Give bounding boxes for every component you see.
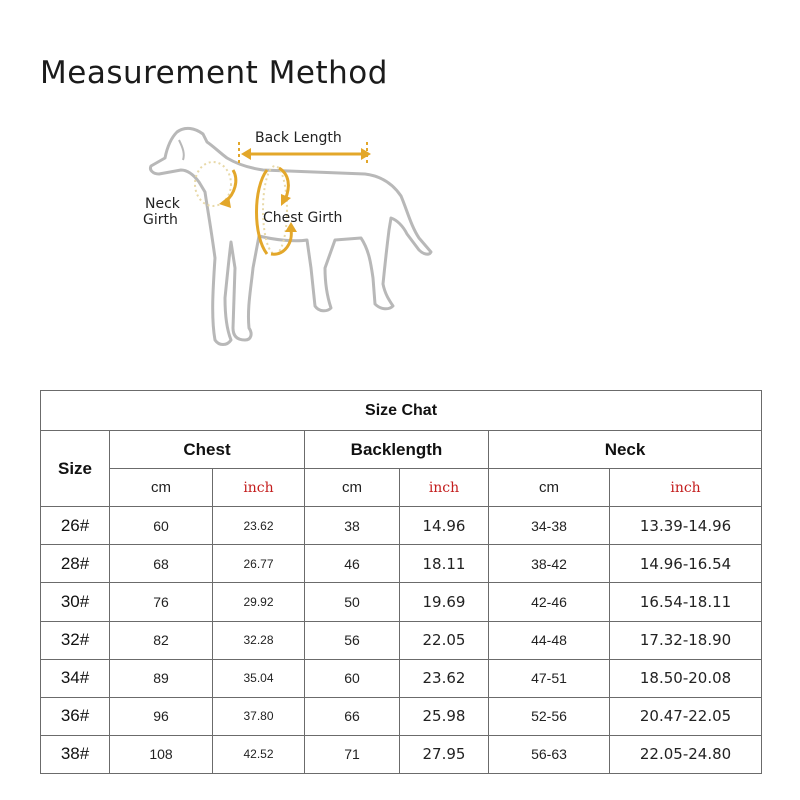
neck-inch-cell: 16.54-18.11 [610, 583, 762, 621]
dog-measurement-diagram [135, 118, 445, 358]
neck-girth-label-line2: Girth [143, 212, 178, 228]
neck-inch-cell: 14.96-16.54 [610, 545, 762, 583]
table-row [41, 621, 762, 659]
size-cell: 26# [41, 507, 110, 545]
backlength-inch-cell: 23.62 [400, 659, 489, 697]
neck-cm-cell: 34-38 [489, 507, 610, 545]
chest-inch-cell: 29.92 [213, 583, 305, 621]
size-cell: 30# [41, 583, 110, 621]
table-header-row [41, 431, 762, 469]
table-row [41, 735, 762, 773]
backlength-inch-cell: 19.69 [400, 583, 489, 621]
unit-neck-inch: inch [610, 469, 762, 507]
table-row [41, 583, 762, 621]
chest-inch-cell: 23.62 [213, 507, 305, 545]
backlength-cm-cell: 66 [305, 697, 400, 735]
backlength-cm-cell: 56 [305, 621, 400, 659]
chest-girth-label: Chest Girth [263, 210, 343, 226]
size-cell: 28# [41, 545, 110, 583]
size-cell: 34# [41, 659, 110, 697]
header-neck: Neck [489, 431, 762, 469]
unit-chest-inch: inch [213, 469, 305, 507]
size-cell: 32# [41, 621, 110, 659]
chest-cm-cell: 96 [110, 697, 213, 735]
chest-inch-cell: 26.77 [213, 545, 305, 583]
backlength-cm-cell: 38 [305, 507, 400, 545]
chest-inch-cell: 42.52 [213, 735, 305, 773]
back-length-label: Back Length [255, 130, 342, 146]
backlength-inch-cell: 18.11 [400, 545, 489, 583]
backlength-cm-cell: 71 [305, 735, 400, 773]
neck-cm-cell: 52-56 [489, 697, 610, 735]
backlength-inch-cell: 22.05 [400, 621, 489, 659]
header-size: Size [41, 431, 110, 507]
neck-cm-cell: 44-48 [489, 621, 610, 659]
chest-inch-cell: 37.80 [213, 697, 305, 735]
backlength-cm-cell: 46 [305, 545, 400, 583]
chest-cm-cell: 76 [110, 583, 213, 621]
chest-inch-cell: 32.28 [213, 621, 305, 659]
backlength-inch-cell: 27.95 [400, 735, 489, 773]
chest-cm-cell: 60 [110, 507, 213, 545]
unit-backlength-cm: cm [305, 469, 400, 507]
chest-cm-cell: 108 [110, 735, 213, 773]
unit-neck-cm: cm [489, 469, 610, 507]
neck-cm-cell: 42-46 [489, 583, 610, 621]
neck-inch-cell: 20.47-22.05 [610, 697, 762, 735]
dog-outline-illustration [135, 118, 445, 358]
table-row [41, 507, 762, 545]
table-units-row [41, 469, 762, 507]
chest-cm-cell: 68 [110, 545, 213, 583]
table-row [41, 697, 762, 735]
neck-cm-cell: 47-51 [489, 659, 610, 697]
size-cell: 38# [41, 735, 110, 773]
chest-cm-cell: 89 [110, 659, 213, 697]
size-cell: 36# [41, 697, 110, 735]
neck-inch-cell: 17.32-18.90 [610, 621, 762, 659]
neck-inch-cell: 13.39-14.96 [610, 507, 762, 545]
page-title: Measurement Method [40, 55, 388, 91]
unit-chest-cm: cm [110, 469, 213, 507]
backlength-inch-cell: 25.98 [400, 697, 489, 735]
table-row [41, 545, 762, 583]
table-caption-row [41, 391, 762, 431]
neck-inch-cell: 18.50-20.08 [610, 659, 762, 697]
header-chest: Chest [110, 431, 305, 469]
backlength-cm-cell: 50 [305, 583, 400, 621]
table-caption: Size Chat [41, 391, 762, 431]
chest-inch-cell: 35.04 [213, 659, 305, 697]
chest-cm-cell: 82 [110, 621, 213, 659]
neck-cm-cell: 56-63 [489, 735, 610, 773]
neck-girth-label-line1: Neck [145, 196, 180, 212]
size-chart-table [40, 390, 762, 774]
unit-backlength-inch: inch [400, 469, 489, 507]
table-row [41, 659, 762, 697]
backlength-cm-cell: 60 [305, 659, 400, 697]
neck-inch-cell: 22.05-24.80 [610, 735, 762, 773]
neck-cm-cell: 38-42 [489, 545, 610, 583]
backlength-inch-cell: 14.96 [400, 507, 489, 545]
header-backlength: Backlength [305, 431, 489, 469]
